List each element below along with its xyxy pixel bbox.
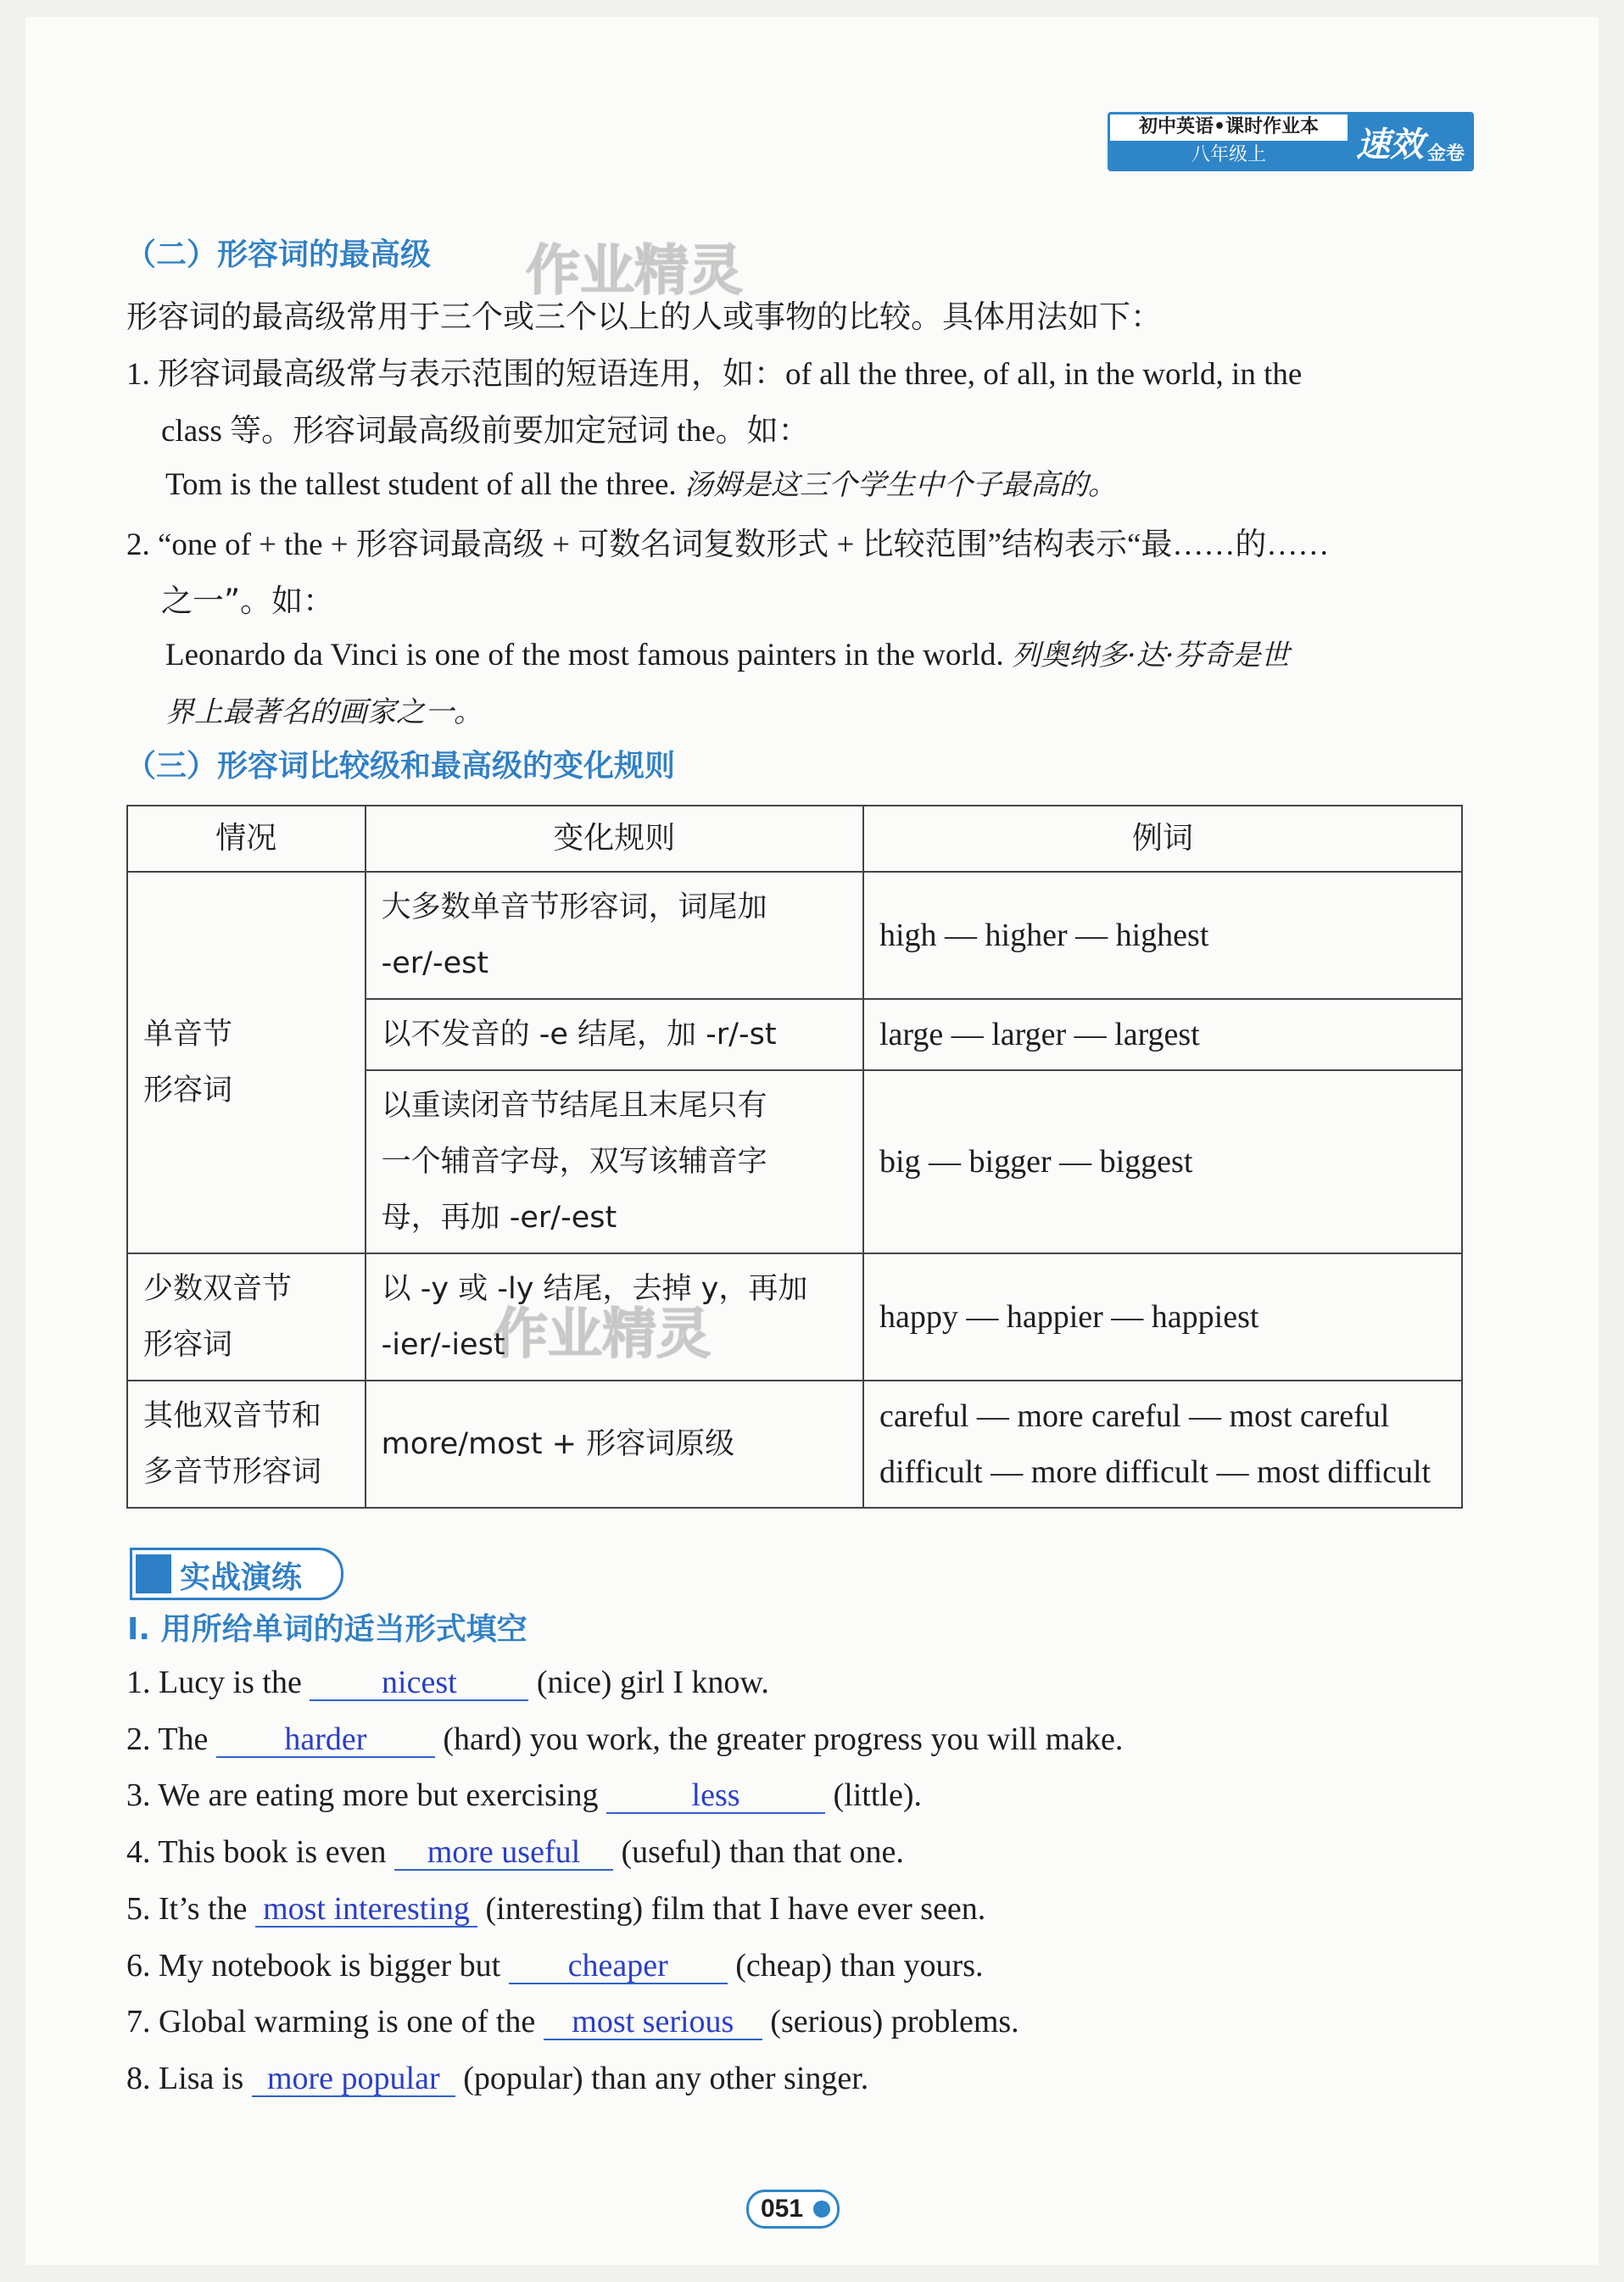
answer-blank[interactable]: more popular [252, 2062, 455, 2097]
example-english: Leonardo da Vinci is one of the most famous painters in the world. [165, 638, 1004, 672]
series-title: 初中英语•课时作业本 [1138, 116, 1320, 137]
exercise-item-1: 1. Lucy is the nicest (nice) girl I know. [126, 1665, 769, 1700]
answer-blank[interactable]: most interesting [255, 1892, 477, 1928]
example-chinese: 汤姆是这三个学生中个子最高的。 [684, 468, 1117, 502]
exercise-item-8: 8. Lisa is more popular (popular) than any other singer. [126, 2061, 869, 2096]
watermark: 作业精灵 [526, 240, 743, 303]
rule-cell: more/most + 形容词原级 [366, 1381, 863, 1508]
page-number: 051 [746, 2190, 840, 2229]
example-chinese: 列奥纳多·达·芬奇是世 [1011, 639, 1290, 672]
header-case: 情况 [127, 806, 366, 872]
grade-label: 八年级上 [1110, 141, 1348, 169]
brand-logo [1348, 114, 1471, 169]
example-english: Tom is the tallest student of all the three. [165, 467, 677, 502]
example-cell: happy — happier — happiest [863, 1253, 1462, 1381]
exercise-item-2: 2. The harder (hard) you work, the greater progress you will make. [126, 1721, 1124, 1757]
table-row [127, 1253, 1462, 1381]
brand-sub: 金卷 [1426, 143, 1465, 165]
exercise-item-6: 6. My notebook is bigger but cheaper (cheap) than yours. [126, 1948, 984, 1983]
example-cell: big — bigger — biggest [863, 1070, 1462, 1253]
rule1-line2: class 等。形容词最高级前要加定冠词 the。如： [161, 414, 810, 449]
case-cell: 少数双音节 形容词 [127, 1253, 366, 1381]
answer-blank[interactable]: cheaper [509, 1949, 728, 1984]
intro-text: 形容词的最高级常用于三个或三个以上的人或事物的比较。具体用法如下： [126, 299, 1162, 335]
rules-table [126, 805, 1463, 1509]
table-row [127, 1381, 1462, 1508]
rule-cell: 大多数单音节形容词，词尾加 -er/-est [366, 872, 863, 999]
table-row [127, 872, 1462, 999]
example-cell: large — larger — largest [863, 999, 1462, 1070]
exercise-title: I. 用所给单词的适当形式填空 [127, 1612, 527, 1647]
rule-cell: 以 -y 或 -ly 结尾，去掉 y，再加 -ier/-iest [366, 1253, 863, 1381]
header-rule: 变化规则 [366, 806, 863, 872]
example-cell: careful — more careful — most careful difficult — more difficult — most difficult [863, 1381, 1462, 1508]
answer-blank[interactable]: nicest [310, 1665, 528, 1701]
badge-square-icon [136, 1554, 171, 1593]
exercise-item-5: 5. It’s the most interesting (interesting) film that I have ever seen. [126, 1891, 986, 1927]
section-title-rules: （三）形容词比较级和最高级的变化规则 [126, 749, 676, 784]
table-header-row [127, 806, 1462, 872]
case-cell: 其他双音节和 多音节形容词 [127, 1381, 366, 1508]
answer-blank[interactable]: harder [216, 1722, 435, 1758]
dot-icon [813, 2201, 830, 2218]
example-cell: high — higher — highest [863, 872, 1462, 999]
practice-badge [130, 1548, 343, 1600]
practice-label: 实战演练 [180, 1560, 303, 1595]
rule2-example-cont: 界上最著名的画家之一。 [165, 695, 483, 729]
rule2-line2: 之一”。如： [161, 583, 335, 619]
rule-cell: 以重读闭音节结尾且末尾只有 一个辅音字母，双写该辅音字 母，再加 -er/-est [366, 1070, 863, 1253]
watermark: 作业精灵 [494, 1303, 711, 1366]
case-cell: 单音节 形容词 [127, 872, 366, 1253]
rule1-line1: 1. 形容词最高级常与表示范围的短语连用，如：of all the three, of all, in the world, in the [126, 357, 1303, 392]
brand-main: 速效 [1356, 125, 1424, 165]
answer-blank[interactable]: most serious [544, 2005, 762, 2040]
rule2-line1: 2. “one of + the + 形容词最高级 + 可数名词复数形式 + 比较范围”结构表示“最……的…… [126, 527, 1330, 562]
section-title-superlative: （二）形容词的最高级 [126, 237, 432, 272]
header-example: 例词 [863, 806, 1462, 872]
answer-blank[interactable]: more useful [394, 1835, 613, 1871]
exercise-item-4: 4. This book is even more useful (useful) than that one. [126, 1834, 904, 1870]
exercise-item-7: 7. Global warming is one of the most serious (serious) problems. [126, 2004, 1019, 2039]
answer-blank[interactable]: less [606, 1778, 825, 1814]
exercise-item-3: 3. We are eating more but exercising less (little). [126, 1777, 922, 1813]
header-badge [1108, 112, 1474, 171]
rule1-example [165, 461, 1117, 503]
rule-cell: 以不发音的 -e 结尾，加 -r/-st [366, 999, 863, 1070]
rule2-example [165, 632, 1290, 673]
